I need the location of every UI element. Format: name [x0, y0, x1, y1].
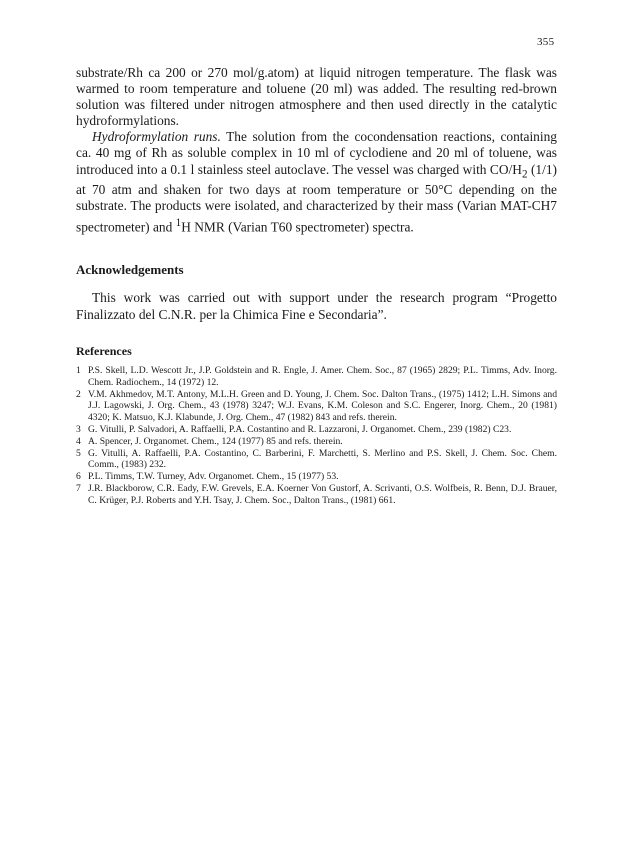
reference-text: P.S. Skell, L.D. Wescott Jr., J.P. Goldstein and R. Engle, J. Amer. Chem. Soc., 87 (1965) 2829; P.L. Timms, Adv. Inorg. Chem. Radiochem., 14 (1972) 12. [88, 365, 557, 388]
body-text [76, 65, 557, 235]
run-text-b: (1/1) at 70 atm and shaken for two days at room temperature or 50°C depending on the substrate. The products were isolated, and characterized by their mass (Varian MAT-CH7 spectrometer) and [76, 161, 557, 234]
reference-item [76, 424, 557, 436]
reference-item [76, 436, 557, 448]
superscript-1: 1 [175, 216, 182, 229]
reference-number: 5 [76, 447, 81, 459]
reference-number: 1 [76, 365, 81, 376]
run-text-a: The solution from the cocondensation reactions, containing ca. 40 mg of Rh as soluble complex in 10 ml of cyclodiene and 20 ml of toluene, was introduced into a 0.1 l stainless steel autoclave. The vessel was charged with CO/H [76, 129, 557, 177]
reference-number: 2 [76, 388, 81, 400]
reference-text: P.L. Timms, T.W. Turney, Adv. Organomet. Chem., 15 (1977) 53. [88, 471, 339, 483]
reference-text: A. Spencer, J. Organomet. Chem., 124 (1977) 85 and refs. therein. [88, 435, 343, 447]
run-heading: Hydroformylation runs. [92, 129, 221, 145]
acknowledgements-text: This work was carried out with support under the research program “Progetto Finalizzato del C.N.R. per la Chimica Fine e Secondaria”. [76, 290, 557, 322]
reference-item [76, 483, 557, 507]
reference-number: 4 [76, 435, 81, 447]
page-number: 355 [537, 36, 555, 48]
acknowledgements-heading: Acknowledgements [76, 262, 184, 277]
reference-number: 7 [76, 482, 81, 494]
reference-item [76, 448, 557, 472]
reference-text: V.M. Akhmedov, M.T. Antony, M.L.H. Green and D. Young, J. Chem. Soc. Dalton Trans., (1975) 1412; L.H. Simons and J.J. Lagowski, J. Org. Chem., 43 (1978) 3247; W.J. Evans, K.M. Coleson and S.C. Engerer, Inorg. Chem., 20 (1981) 4320; K. Matsuo, K.J. Klabunde, J. Org. Chem., 47 (1982) 843 and refs. therein. [88, 388, 557, 424]
reference-number: 3 [76, 423, 81, 435]
reference-item [76, 389, 557, 424]
reference-item [76, 471, 557, 483]
paragraph-hydroformylation-runs [76, 129, 557, 235]
reference-item [76, 365, 557, 389]
paragraph-preparation: substrate/Rh ca 200 or 270 mol/g.atom) at liquid nitrogen temperature. The flask was warmed to room temperature and toluene (20 ml) was added. The resulting red-brown solution was filtered under nitrogen atmosphere and then used directly in the catalytic hydroformylations. [76, 65, 557, 129]
reference-text: G. Vitulli, A. Raffaelli, P.A. Costantino, C. Barberini, F. Marchetti, S. Merlino and P.S. Skell, J. Chem. Soc. Chem. Comm., (1983) 232. [88, 447, 557, 471]
reference-number: 6 [76, 471, 81, 483]
run-text-c: H NMR (Varian T60 spectrometer) spectra. [181, 218, 414, 234]
references-list [76, 365, 557, 507]
reference-text: J.R. Blackborow, C.R. Eady, F.W. Grevels, E.A. Koerner Von Gustorf, A. Scrivanti, O.S. Wolfbeis, R. Benn, D.J. Brauer, C. Krüger, P.J. Roberts and Y.H. Tsay, J. Chem. Soc., Dalton Trans., (1981) 661. [88, 482, 557, 506]
subscript-2: 2 [521, 168, 528, 181]
references-heading: References [76, 344, 132, 358]
reference-text: G. Vitulli, P. Salvadori, A. Raffaelli, P.A. Costantino and R. Lazzaroni, J. Organomet. Chem., 239 (1982) C23. [88, 423, 512, 435]
